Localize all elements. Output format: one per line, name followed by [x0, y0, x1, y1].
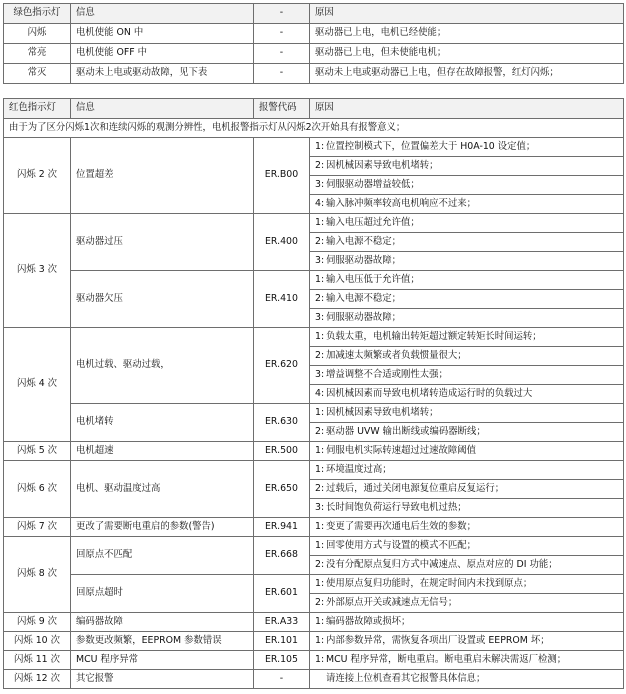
reason-number: 3:: [315, 368, 325, 380]
reason-text: [310, 651, 624, 670]
info-text: 电机使能 ON 中: [71, 24, 254, 44]
reason-line: 增益调整不合适或刚性太强；: [326, 368, 448, 380]
reason-text: [310, 442, 624, 461]
header-info: 信息: [71, 4, 254, 24]
reason-number: 1:: [315, 634, 325, 646]
led-state: 闪烁 7 次: [4, 518, 71, 537]
header-alarm-code: 报警代码: [254, 99, 310, 119]
reason-text: 驱动器已上电，但未使能电机；: [310, 44, 624, 64]
reason-text: [310, 138, 624, 157]
alarm-code: ER.500: [254, 442, 310, 461]
alarm-code: ER.A33: [254, 613, 310, 632]
reason-text: [310, 195, 624, 214]
alarm-code: ER.400: [254, 214, 310, 271]
reason-line: MCU 程序异常，断电重启。断电重启未解决需返厂检测；: [326, 653, 567, 665]
reason-number: 1:: [315, 216, 325, 228]
led-state: 闪烁 12 次: [4, 670, 71, 689]
reason-number: 3:: [315, 178, 325, 190]
info-text: 电机过载、驱动过载，: [71, 328, 254, 404]
led-state: 闪烁: [4, 24, 71, 44]
table-row: [4, 613, 624, 632]
reason-number: 1:: [315, 539, 325, 551]
reason-number: 2:: [315, 159, 325, 171]
note-row: [4, 119, 624, 138]
reason-text: [310, 556, 624, 575]
reason-text: [310, 461, 624, 480]
alarm-code: ER.B00: [254, 138, 310, 214]
info-text: 编码器故障: [71, 613, 254, 632]
reason-line: 过载后，通过关闭电源复位重启反复运行；: [326, 482, 505, 494]
reason-line: 内部参数异常，需恢复各项出厂设置或 EEPROM 坏；: [326, 634, 550, 646]
alarm-code: -: [254, 44, 310, 64]
info-text: 电机超速: [71, 442, 254, 461]
alarm-code: ER.941: [254, 518, 310, 537]
table-row: [4, 44, 624, 64]
reason-text: [310, 404, 624, 423]
alarm-code: -: [254, 670, 310, 689]
reason-number: 1:: [315, 444, 325, 456]
header-code: -: [254, 4, 310, 24]
header-info: 信息: [71, 99, 254, 119]
reason-line: 因机械因素导致电机堵转；: [326, 159, 439, 171]
table-row: [4, 461, 624, 480]
reason-number: 1:: [315, 463, 325, 475]
reason-number: 4:: [315, 197, 325, 209]
table-row: [4, 575, 624, 594]
reason-text: [310, 252, 624, 271]
reason-line: 加减速太频繁或者负载惯量很大；: [326, 349, 467, 361]
reason-text: [310, 499, 624, 518]
reason-number: 1:: [315, 520, 325, 532]
reason-line: 因机械因素而导致电机堵转造成运行时的负载过大: [326, 387, 533, 399]
reason-text: [310, 157, 624, 176]
led-state: 闪烁 11 次: [4, 651, 71, 670]
reason-line: 输入电压超过允许值；: [326, 216, 420, 228]
reason-line: 伺服驱动器增益较低；: [326, 178, 420, 190]
alarm-code: ER.410: [254, 271, 310, 328]
alarm-code: ER.630: [254, 404, 310, 442]
info-text: 电机、驱动温度过高: [71, 461, 254, 518]
table-row: [4, 24, 624, 44]
led-state: 闪烁 6 次: [4, 461, 71, 518]
reason-line: 位置控制模式下，位置偏差大于 H0A-10 设定值；: [326, 140, 536, 152]
reason-text: [310, 480, 624, 499]
reason-number: 1:: [315, 330, 325, 342]
reason-text: [310, 176, 624, 195]
reason-text: [310, 670, 624, 689]
reason-text: [310, 271, 624, 290]
reason-number: 2:: [315, 558, 325, 570]
led-state: 常灭: [4, 64, 71, 84]
info-text: 位置超差: [71, 138, 254, 214]
table-row: [4, 64, 624, 84]
alarm-code: ER.601: [254, 575, 310, 613]
led-state: 常亮: [4, 44, 71, 64]
reason-text: [310, 423, 624, 442]
reason-line: 伺服驱动器故障；: [326, 311, 402, 323]
reason-number: 2:: [315, 292, 325, 304]
table-row: [4, 632, 624, 651]
green-table-header: [4, 4, 624, 24]
reason-line: 长时间饱负荷运行导致电机过热；: [326, 501, 467, 513]
reason-line: 输入电源不稳定；: [326, 292, 402, 304]
led-state: 闪烁 9 次: [4, 613, 71, 632]
table-row: [4, 518, 624, 537]
reason-text: [310, 613, 624, 632]
reason-line: 负载太重，电机输出转矩超过额定转矩长时间运转；: [326, 330, 542, 342]
alarm-code: ER.650: [254, 461, 310, 518]
table-row: [4, 404, 624, 423]
alarm-code: -: [254, 64, 310, 84]
reason-number: 2:: [315, 349, 325, 361]
alarm-code: -: [254, 24, 310, 44]
info-text: 更改了需要断电重启的参数(警告): [71, 518, 254, 537]
reason-text: [310, 385, 624, 404]
info-text: 电机堵转: [71, 404, 254, 442]
table-row: [4, 138, 624, 157]
reason-line: 输入电源不稳定；: [326, 235, 402, 247]
info-text: 驱动未上电或驱动故障，见下表: [71, 64, 254, 84]
reason-text: [310, 309, 624, 328]
reason-line: 编码器故障或损坏；: [326, 615, 411, 627]
reason-line: 伺服驱动器故障；: [326, 254, 402, 266]
reason-text: [310, 632, 624, 651]
reason-number: 2:: [315, 425, 325, 437]
header-reason: 原因: [310, 4, 624, 24]
header-red-light: 红色指示灯: [4, 99, 71, 119]
reason-number: 1:: [315, 273, 325, 285]
alarm-code: ER.105: [254, 651, 310, 670]
red-table-header: [4, 99, 624, 119]
reason-number: 1:: [315, 615, 325, 627]
reason-line: 环境温度过高；: [326, 463, 392, 475]
reason-text: [310, 518, 624, 537]
reason-number: 1:: [315, 653, 325, 665]
reason-number: 4:: [315, 387, 325, 399]
reason-text: [310, 366, 624, 385]
reason-line: 输入脉冲频率较高电机响应不过来；: [326, 197, 477, 209]
reason-number: 3:: [315, 311, 325, 323]
reason-number: 1:: [315, 577, 325, 589]
reason-text: [310, 537, 624, 556]
reason-number: 2:: [315, 596, 325, 608]
header-green-light: 绿色指示灯: [4, 4, 71, 24]
info-text: 回原点超时: [71, 575, 254, 613]
table-row: [4, 670, 624, 689]
reason-line: 外部原点开关或减速点无信号；: [326, 596, 458, 608]
alarm-code: ER.620: [254, 328, 310, 404]
reason-text: [310, 594, 624, 613]
led-state: 闪烁 10 次: [4, 632, 71, 651]
reason-line: 请连接上位机查看其它报警具体信息；: [326, 672, 486, 684]
reason-line: 没有分配原点复归方式中减速点、原点对应的 DI 功能；: [326, 558, 558, 570]
led-state: 闪烁 8 次: [4, 537, 71, 613]
reason-text: [310, 214, 624, 233]
table-row: [4, 271, 624, 290]
info-text: 回原点不匹配: [71, 537, 254, 575]
green-indicator-table: [3, 3, 624, 84]
info-text: 其它报警: [71, 670, 254, 689]
reason-line: 回零使用方式与设置的模式不匹配；: [326, 539, 477, 551]
reason-text: [310, 290, 624, 309]
reason-text: 驱动未上电或驱动器已上电，但存在故障报警，红灯闪烁；: [310, 64, 624, 84]
reason-text: [310, 328, 624, 347]
note-text: 由于为了区分闪烁1次和连续闪烁的观测分辨性，电机报警指示灯从闪烁2次开始具有报警意义；: [4, 119, 624, 138]
led-state: 闪烁 5 次: [4, 442, 71, 461]
reason-number: 1:: [315, 140, 325, 152]
table-row: [4, 214, 624, 233]
reason-number: 3:: [315, 501, 325, 513]
reason-number: 3:: [315, 254, 325, 266]
reason-line: 伺服电机实际转速超过过速故障阈值: [326, 444, 477, 456]
reason-text: [310, 347, 624, 366]
reason-line: 驱动器 UVW 输出断线或编码器断线；: [326, 425, 486, 437]
info-text: 电机使能 OFF 中: [71, 44, 254, 64]
reason-line: 因机械因素导致电机堵转；: [326, 406, 439, 418]
reason-number: 2:: [315, 482, 325, 494]
reason-text: 驱动器已上电，电机已经使能；: [310, 24, 624, 44]
header-reason: 原因: [310, 99, 624, 119]
alarm-code: ER.668: [254, 537, 310, 575]
table-row: [4, 651, 624, 670]
info-text: 驱动器欠压: [71, 271, 254, 328]
info-text: MCU 程序异常: [71, 651, 254, 670]
reason-number: 1:: [315, 406, 325, 418]
table-row: [4, 537, 624, 556]
red-indicator-table: [3, 98, 624, 689]
table-row: [4, 328, 624, 347]
info-text: 参数更改频繁，EEPROM 参数错误: [71, 632, 254, 651]
reason-text: [310, 575, 624, 594]
info-text: 驱动器过压: [71, 214, 254, 271]
reason-text: [310, 233, 624, 252]
led-state: 闪烁 2 次: [4, 138, 71, 214]
reason-line: 变更了需要再次通电后生效的参数；: [326, 520, 477, 532]
reason-line: 使用原点复归功能时，在规定时间内未找到原点；: [326, 577, 533, 589]
table-row: [4, 442, 624, 461]
led-state: 闪烁 4 次: [4, 328, 71, 442]
alarm-code: ER.101: [254, 632, 310, 651]
reason-number: 2:: [315, 235, 325, 247]
led-state: 闪烁 3 次: [4, 214, 71, 328]
reason-line: 输入电压低于允许值；: [326, 273, 420, 285]
